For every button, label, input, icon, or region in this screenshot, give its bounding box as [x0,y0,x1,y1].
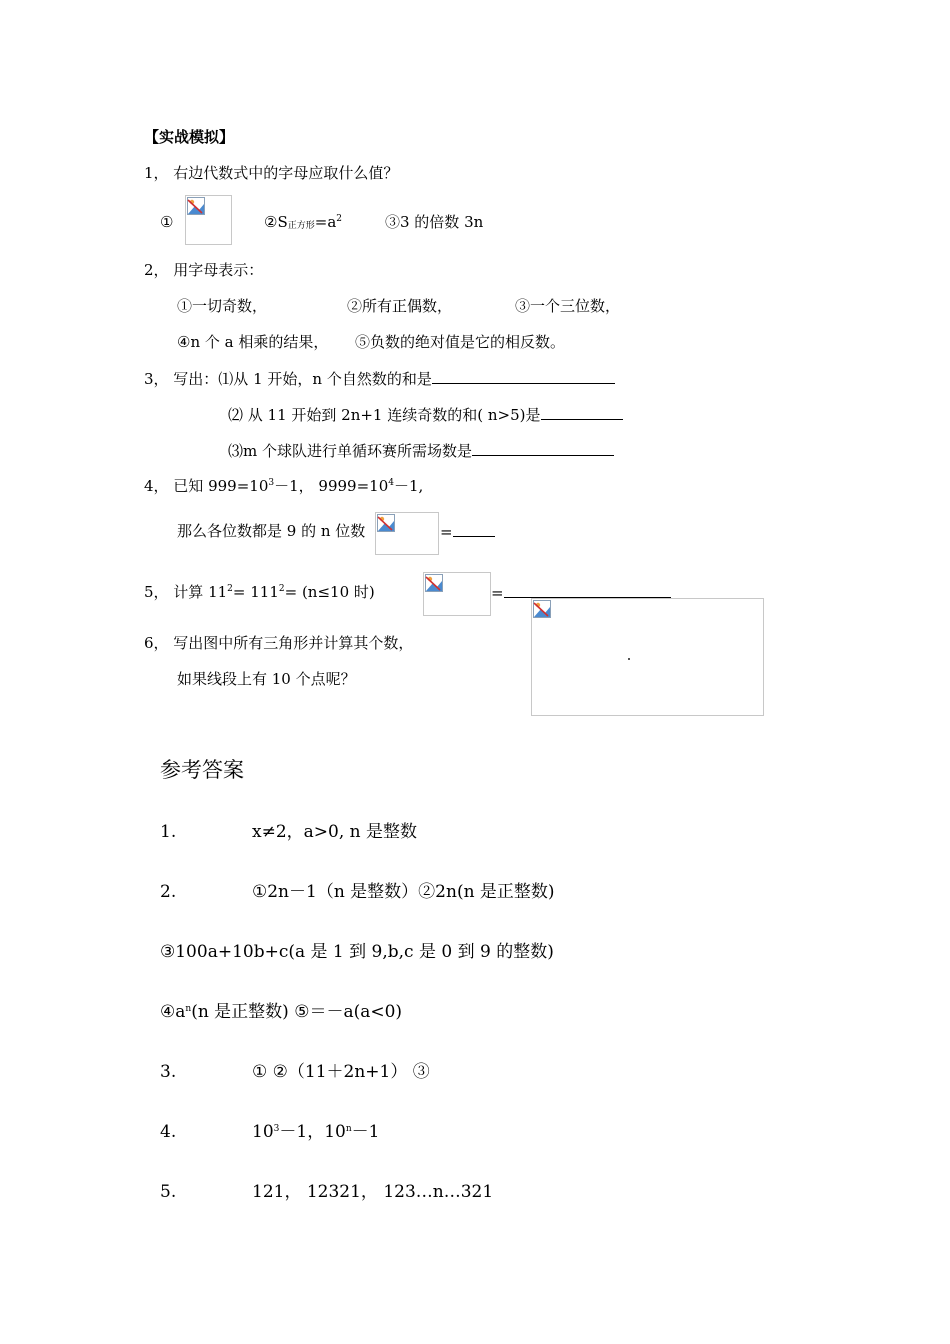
q2-item-4: ④n 个 a 相乘的结果， [177,333,329,351]
q4-equals: = [440,522,495,541]
answer-1-number: 1. [160,822,177,842]
answer-4-text: $10^3-1$，$10^n-1$ [252,1122,380,1142]
q5-formula-image [423,572,491,616]
answer-3-text: ① ②（11＋2n+1） ③ [252,1062,430,1082]
q6-figure-image [531,598,764,716]
answer-blank[interactable] [453,522,495,537]
answer-3-number: 3. [160,1062,177,1082]
question-2: 2， 用字母表示： [144,261,264,279]
question-6: 6， 写出图中所有三角形并计算其个数， [144,634,414,652]
section-title: 【实战模拟】 [144,128,235,146]
answer-4-number: 4. [160,1122,177,1142]
answer-2-line-2: ③100a+10b+c(a 是 1 到 9,b,c 是 0 到 9 的整数) [160,942,554,962]
answer-2-text: ①2n－1（n 是整数）②2n(n 是正整数) [252,882,555,902]
q2-item-1: ①一切奇数， [177,297,268,315]
q6-line-2: 如果线段上有 10 个点呢？ [177,670,356,688]
q1-item-1-label: ① [160,213,174,231]
q5-equals: = [491,583,671,602]
q1-item-3: ③3 的倍数 3n [385,213,484,231]
answer-blank[interactable] [504,583,671,598]
answer-blank[interactable] [432,369,615,384]
answers-title: 参考答案 [160,758,244,782]
answer-2-line-3: $④a^n(n$ 是正整数) ⑤＝－a(a<0) [160,1002,403,1022]
q4-line-2: 那么各位数都是 9 的 n 位数 [177,522,366,540]
q1-formula-image [185,195,232,245]
question-3: 3， 写出：⑴从 1 开始，n 个自然数的和是 [144,369,615,388]
broken-image-icon [187,197,205,215]
broken-image-icon [377,514,395,532]
q1-item-2: $②S_{正方形}=a^2$ [264,213,342,231]
figure-dot [628,658,630,660]
broken-image-icon [533,600,551,618]
answer-5-number: 5. [160,1182,177,1202]
q3-part-2: ⑵ 从 11 开始到 2n+1 连续奇数的和( n>5)是 [228,405,623,424]
q3-part-3: ⑶m 个球队进行单循环赛所需场数是 [228,441,614,460]
answer-blank[interactable] [472,441,614,456]
q2-item-3: ③一个三位数， [515,297,621,315]
question-1: 1， 右边代数式中的字母应取什么值？ [144,164,399,182]
answer-2-number: 2. [160,882,177,902]
answer-1-text: x≠2，a>0, n 是整数 [252,822,418,842]
question-4: 4， 已知 $999=10^3-1$， $9999=10^4-1$, [144,477,424,495]
answer-5-text: 121， 12321， 123…n…321 [252,1182,494,1202]
question-5: 5， 计算 $11^2= 111^2= (n\le 10$ 时) [144,583,375,601]
answer-blank[interactable] [541,405,623,420]
q2-item-5: ⑤负数的绝对值是它的相反数。 [355,333,566,351]
q2-item-2: ②所有正偶数， [347,297,453,315]
broken-image-icon [425,574,443,592]
q4-formula-image [375,512,439,555]
